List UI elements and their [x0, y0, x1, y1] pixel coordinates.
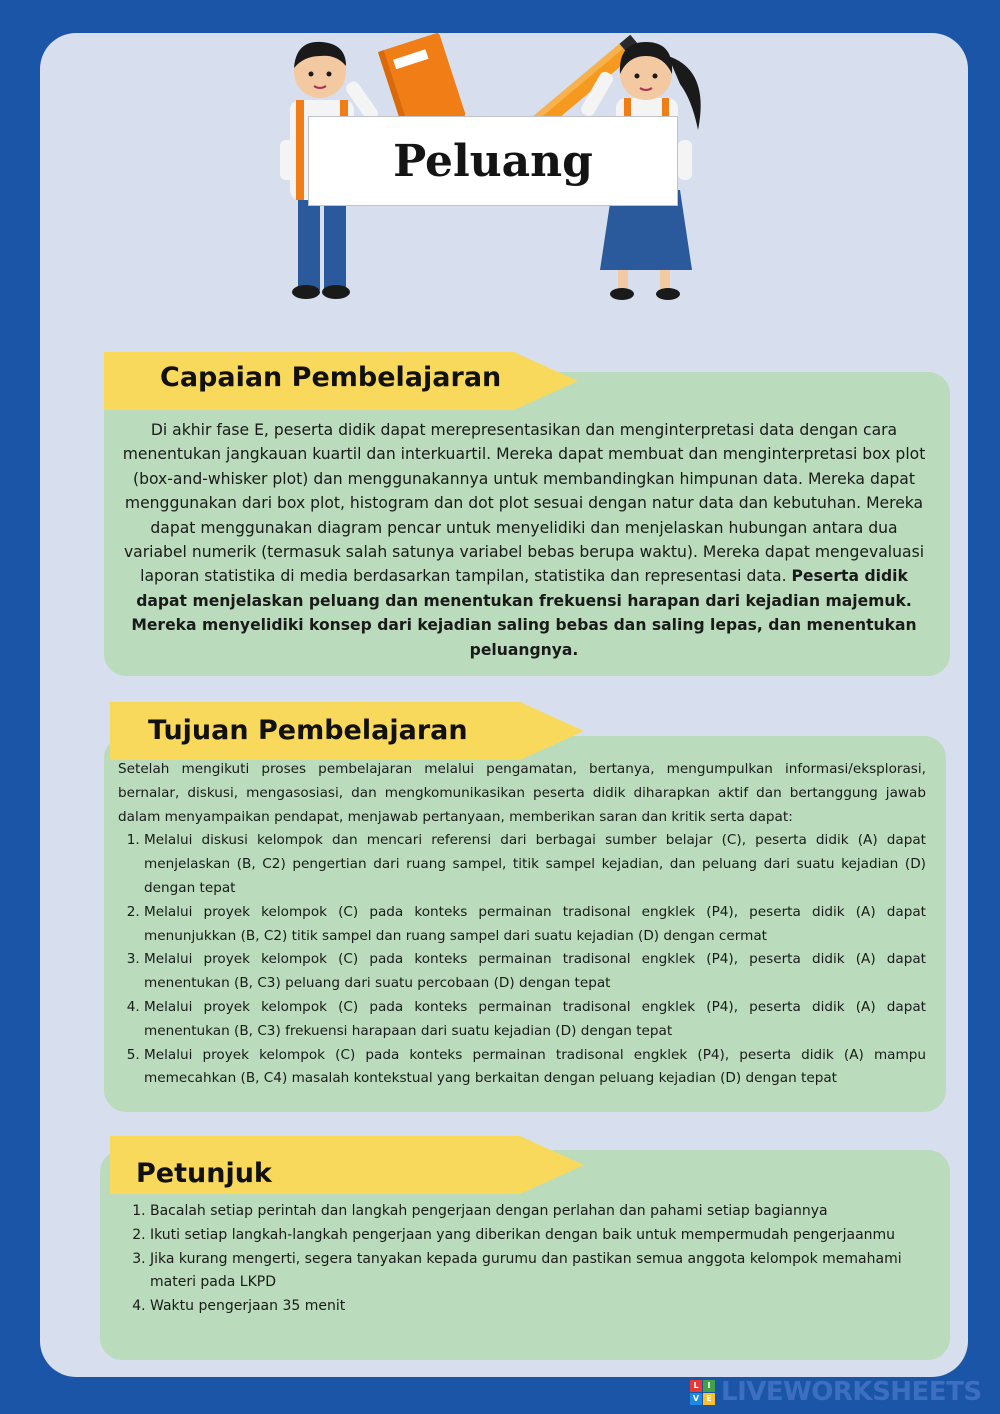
page-title: Peluang: [393, 135, 593, 187]
capaian-text: [120, 418, 928, 662]
capaian-ribbon: [104, 352, 578, 410]
tujuan-intro: Setelah mengikuti proses pembelajaran melalui pengamatan, bertanya, mengumpulkan informasi/eksplorasi, bernalar, diskusi, mengasosiasi, dan mengkomunikasikan peserta didik diharapkan aktif dan bertanggung jawab dalam menyampaikan pendapat, menjawab pertanyaan, memberikan saran dan kritik serta dapat:: [118, 761, 926, 825]
hero-illustration: [240, 0, 760, 330]
list-item: 2. Ikuti setiap langkah-langkah pengerjaan yang diberikan dengan baik untuk mempermudah pengerjaanmu: [150, 1224, 914, 1248]
logo-text: LIVEWORKSHEETS: [721, 1377, 982, 1407]
capaian-plain-text: Di akhir fase E, peserta didik dapat merepresentasikan dan menginterpretasi data dengan cara menentukan jangkauan kuartil dan interkuartil. Mereka dapat membuat dan menginterpretasi box plot (box-and-whisker plot) dan menggunakannya untuk membandingkan himpunan data. Mereka dapat menggunakan dari box plot, histogram dan dot plot sesuai dengan natur data dan kebutuhan. Mereka dapat menggunakan diagram pencar untuk menyelidiki dan menjelaskan hubungan antara dua variabel numerik (termasuk salah satunya variabel bebas berupa waktu). Mereka dapat mengevaluasi laporan statistika di media berdasarkan tampilan, statistika dan representasi data.: [122, 421, 926, 586]
capaian-heading: Capaian Pembelajaran: [160, 362, 502, 393]
list-item: 1. Melalui diskusi kelompok dan mencari referensi dari berbagai sumber belajar (C), peserta didik (A) dapat menjelaskan (B, C2) pengertian dari ruang sampel, titik sampel kejadian, dan peluang dari suatu kejadian (D) dengan tepat: [144, 829, 926, 900]
tujuan-heading: Tujuan Pembelajaran: [148, 715, 468, 746]
capaian-bold-text: Peserta didik dapat menjelaskan peluang dan menentukan frekuensi harapan dari kejadian majemuk. Mereka menyelidiki konsep dari kejadian saling bebas dan saling lepas, dan menentukan peluangnya.: [131, 567, 917, 659]
list-item: 2. Melalui proyek kelompok (C) pada konteks permainan tradisonal engklek (P4), peserta didik (A) dapat menunjukkan (B, C2) titik sampel dan ruang sampel dari suatu kejadian (D) dengan cermat: [144, 901, 926, 949]
logo-letter: L: [690, 1380, 702, 1392]
list-item: 3. Melalui proyek kelompok (C) pada konteks permainan tradisonal engklek (P4), peserta didik (A) dapat menentukan (B, C3) peluang dari suatu percobaan (D) dengan tepat: [144, 948, 926, 996]
list-item: 3. Jika kurang mengerti, segera tanyakan kepada gurumu dan pastikan semua anggota kelompok memahami materi pada LKPD: [150, 1248, 914, 1296]
petunjuk-ribbon: [110, 1136, 584, 1194]
tujuan-content: [118, 758, 926, 1091]
petunjuk-content: [134, 1200, 914, 1319]
list-item: 4. Waktu pengerjaan 35 menit: [150, 1295, 914, 1319]
tujuan-list: [118, 829, 926, 1091]
logo-letter: I: [703, 1380, 715, 1392]
title-card: [308, 116, 678, 206]
logo-grid-icon: [690, 1380, 715, 1405]
logo-letter: E: [703, 1393, 715, 1405]
logo-letter: V: [690, 1393, 702, 1405]
tujuan-ribbon: [110, 702, 584, 760]
list-item: 5. Melalui proyek kelompok (C) pada konteks permainan tradisonal engklek (P4), peserta didik (A) mampu memecahkan (B, C4) masalah kontekstual yang berkaitan dengan peluang kejadian (D) dengan tepat: [144, 1044, 926, 1092]
list-item: 4. Melalui proyek kelompok (C) pada konteks permainan tradisonal engklek (P4), peserta didik (A) dapat menentukan (B, C3) frekuensi harapaan dari suatu kejadian (D) dengan tepat: [144, 996, 926, 1044]
liveworksheets-logo[interactable]: [690, 1378, 990, 1406]
petunjuk-list: [134, 1200, 914, 1319]
list-item: 1. Bacalah setiap perintah dan langkah pengerjaan dengan perlahan dan pahami setiap bagiannya: [150, 1200, 914, 1224]
petunjuk-heading: Petunjuk: [136, 1158, 272, 1189]
